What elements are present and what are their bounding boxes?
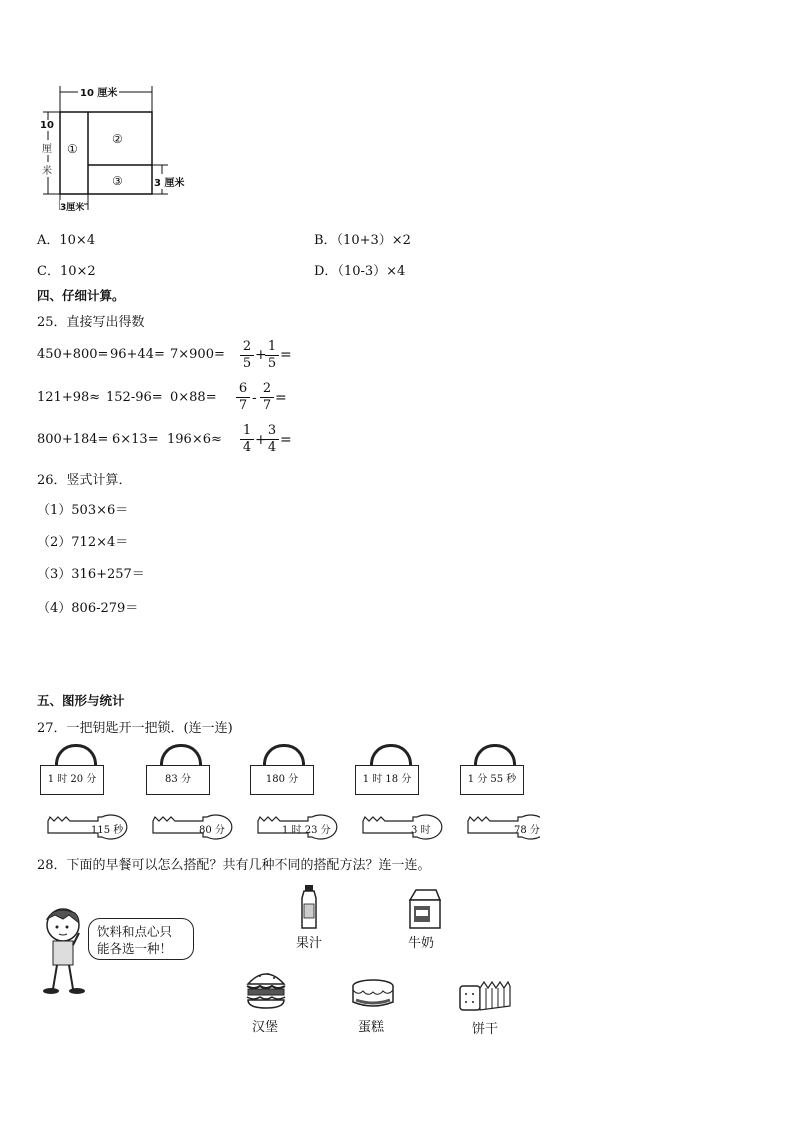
fraction-1-a: $\frac{2}{5}$ xyxy=(240,339,254,372)
top-dim-label: 10 厘米 xyxy=(78,84,119,99)
region-2: ② xyxy=(112,132,123,146)
section-5-title: 五、图形与统计 xyxy=(37,693,125,708)
q25-r2-c2: 152-96= xyxy=(106,390,163,405)
q25-r3-c3: 196×6≈ xyxy=(167,432,222,447)
biscuits-label: 饼干 xyxy=(472,1022,499,1037)
q26-item-4: （4）806-279＝ xyxy=(37,601,139,616)
fraction-1-eq: = xyxy=(280,347,292,363)
q25-r3-c1: 800+184= xyxy=(37,432,109,447)
fraction-2-a: $\frac{6}{7}$ xyxy=(236,381,250,414)
fraction-1-b: $\frac{1}{5}$ xyxy=(265,339,279,372)
q25-r2-c1: 121+98≈ xyxy=(37,390,101,405)
q28-title: 28．下面的早餐可以怎么搭配？共有几种不同的搭配方法？连一连。 xyxy=(37,858,431,873)
q26-item-1: （1）503×6＝ xyxy=(37,503,129,518)
fraction-3-op: + xyxy=(255,432,267,448)
lock-4-label: 1 时 18 分 xyxy=(355,765,419,795)
fraction-3-b: $\frac{3}{4}$ xyxy=(265,423,279,456)
key-4-label: 3 时 xyxy=(411,825,431,836)
cake-icon xyxy=(350,978,396,1010)
region-3: ③ xyxy=(112,174,123,188)
boy-illustration xyxy=(35,905,95,997)
option-d: D．（10-3）×4 xyxy=(314,264,406,279)
milk-label: 牛奶 xyxy=(408,936,435,951)
option-a: A．10×4 xyxy=(37,233,96,248)
lock-5-label: 1 分 55 秒 xyxy=(460,765,524,795)
milk-carton-icon xyxy=(406,888,442,930)
area-figure xyxy=(40,82,200,214)
lock-3-label: 180 分 xyxy=(250,765,314,795)
key-1-label: 115 秒 xyxy=(91,825,124,836)
fraction-1-op: + xyxy=(255,347,267,363)
q25-r1-c1: 450+800= xyxy=(37,347,109,362)
lock-2-label: 83 分 xyxy=(146,765,210,795)
fraction-3-eq: = xyxy=(280,432,292,448)
area-figure-svg xyxy=(40,82,200,214)
left-dim-char-2: 米 xyxy=(42,162,52,177)
region-1: ① xyxy=(67,142,78,156)
left-dim-num: 10 xyxy=(40,120,54,131)
speech-bubble xyxy=(88,918,194,960)
q25-r1-c2: 96+44= xyxy=(110,347,165,362)
q25-title: 25．直接写出得数 xyxy=(37,315,145,330)
q26-title: 26．竖式计算． xyxy=(37,473,132,488)
option-c: C．10×2 xyxy=(37,264,96,279)
q25-r2-c3: 0×88= xyxy=(170,390,217,405)
biscuits-icon xyxy=(456,976,514,1014)
bottom-dim-label: 3厘米 xyxy=(60,200,84,213)
q27-title: 27．一把钥匙开一把锁．(连一连) xyxy=(37,721,233,736)
section-4-title: 四、仔细计算。 xyxy=(37,288,125,303)
q25-r3-c2: 6×13= xyxy=(112,432,159,447)
key-3-label: 1 时 23 分 xyxy=(282,825,331,836)
cake-label: 蛋糕 xyxy=(358,1020,385,1035)
option-b: B．（10+3）×2 xyxy=(314,233,411,248)
key-2-label: 80 分 xyxy=(199,825,225,836)
hamburger-label: 汉堡 xyxy=(252,1020,279,1035)
key-5-label: 78 分 xyxy=(514,825,540,836)
q26-item-3: （3）316+257＝ xyxy=(37,567,145,582)
hamburger-icon xyxy=(244,966,288,1010)
juice-bottle-icon xyxy=(298,884,320,930)
speech-line-1: 饮料和点心只 xyxy=(97,924,173,939)
q26-item-2: （2）712×4＝ xyxy=(37,535,129,550)
fraction-3-a: $\frac{1}{4}$ xyxy=(240,423,254,456)
left-dim-char-1: 厘 xyxy=(42,140,52,155)
lock-1-label: 1 时 20 分 xyxy=(40,765,104,795)
juice-label: 果汁 xyxy=(296,936,323,951)
q25-r1-c3: 7×900= xyxy=(170,347,225,362)
right-dim-label: 3 厘米 xyxy=(154,174,184,189)
fraction-2-eq: = xyxy=(275,390,287,406)
speech-line-2: 能各选一种！ xyxy=(97,941,173,956)
fraction-2-op: - xyxy=(252,390,257,406)
fraction-2-b: $\frac{2}{7}$ xyxy=(260,381,274,414)
